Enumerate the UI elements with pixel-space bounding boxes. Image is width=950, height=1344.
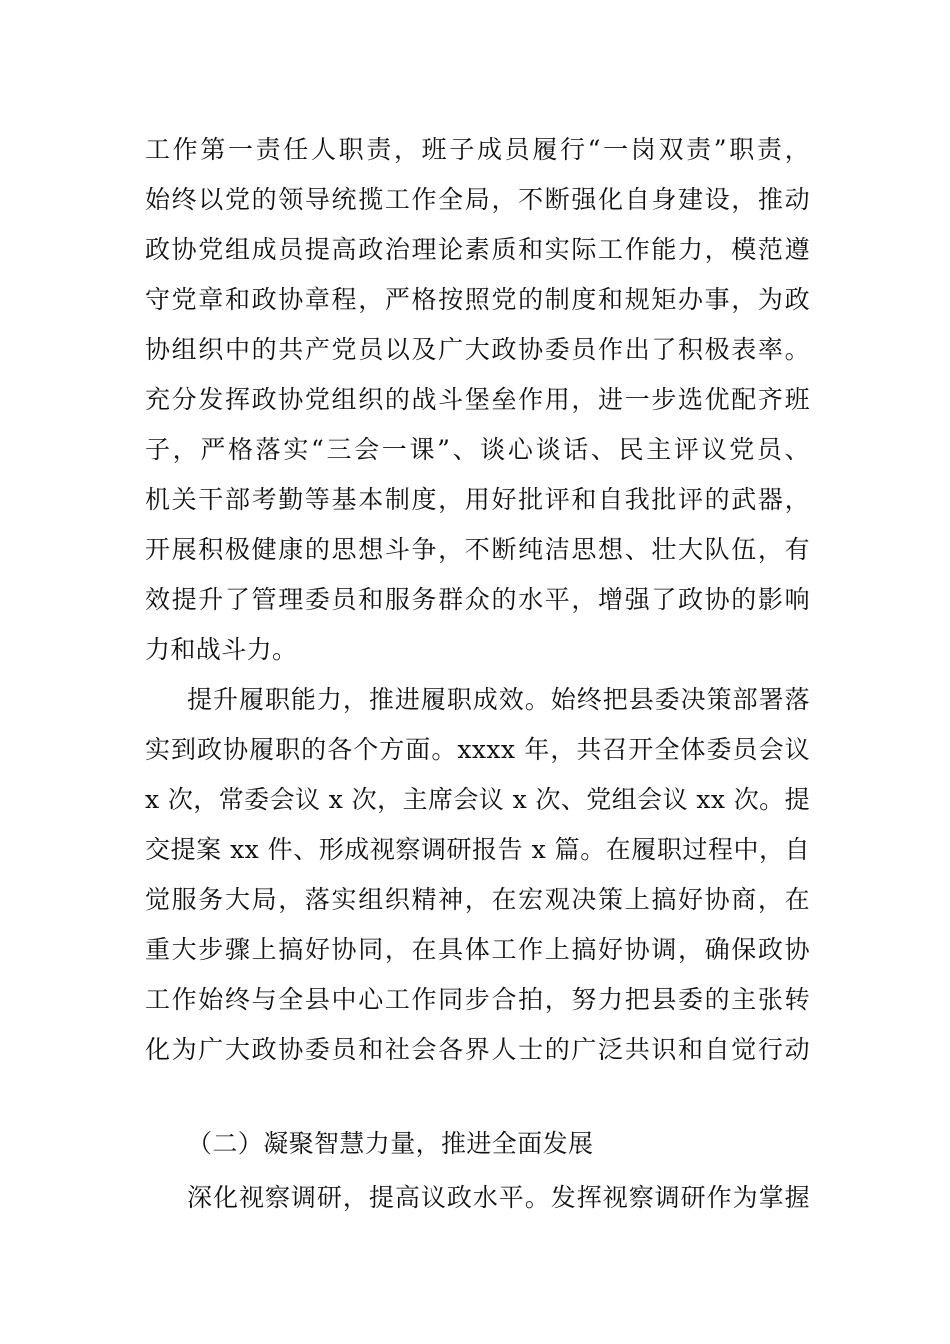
text-line: 提升履职能力，推进履职成效。始终把县委决策部署落 xyxy=(187,685,810,714)
text-line: 始终以党的领导统揽工作全局，不断强化自身建设，推动 xyxy=(145,185,810,214)
text-line: 交提案 xx 件、形成视察调研报告 x 篇。在履职过程中，自 xyxy=(145,835,810,864)
text-line: 效提升了管理委员和服务群众的水平，增强了政协的影响 xyxy=(145,585,810,614)
text-line: 工作始终与全县中心工作同步合拍，努力把县委的主张转 xyxy=(145,985,810,1014)
text-line: 协组织中的共产党员以及广大政协委员作出了积极表率。 xyxy=(145,335,810,364)
text-line: 守党章和政协章程，严格按照党的制度和规矩办事，为政 xyxy=(145,285,810,314)
text-line: 深化视察调研，提高议政水平。发挥视察调研作为掌握 xyxy=(187,1183,810,1212)
text-line: 化为广大政协委员和社会各界人士的广泛共识和自觉行动 xyxy=(145,1035,810,1064)
text-line: 子，严格落实“三会一课”、谈心谈话、民主评议党员、 xyxy=(145,435,810,464)
text-line: 开展积极健康的思想斗争，不断纯洁思想、壮大队伍，有 xyxy=(145,535,810,564)
text-line: 政协党组成员提高政治理论素质和实际工作能力，模范遵 xyxy=(145,235,810,264)
text-line: 充分发挥政协党组织的战斗堡垒作用，进一步选优配齐班 xyxy=(145,385,810,414)
section-heading: （二）凝聚智慧力量，推进全面发展 xyxy=(187,1129,594,1158)
text-line: 工作第一责任人职责，班子成员履行“一岗双责”职责， xyxy=(145,135,810,164)
text-line: 力和战斗力。 xyxy=(145,635,298,664)
text-line: 机关干部考勤等基本制度，用好批评和自我批评的武器， xyxy=(145,485,810,514)
text-line: 觉服务大局，落实组织精神，在宏观决策上搞好协商，在 xyxy=(145,885,810,914)
text-line: 实到政协履职的各个方面。xxxx 年，共召开全体委员会议 xyxy=(145,735,810,764)
text-line: 重大步骤上搞好协同，在具体工作上搞好协调，确保政协 xyxy=(145,935,810,964)
text-line: x 次，常委会议 x 次，主席会议 x 次、党组会议 xx 次。提 xyxy=(145,785,810,814)
